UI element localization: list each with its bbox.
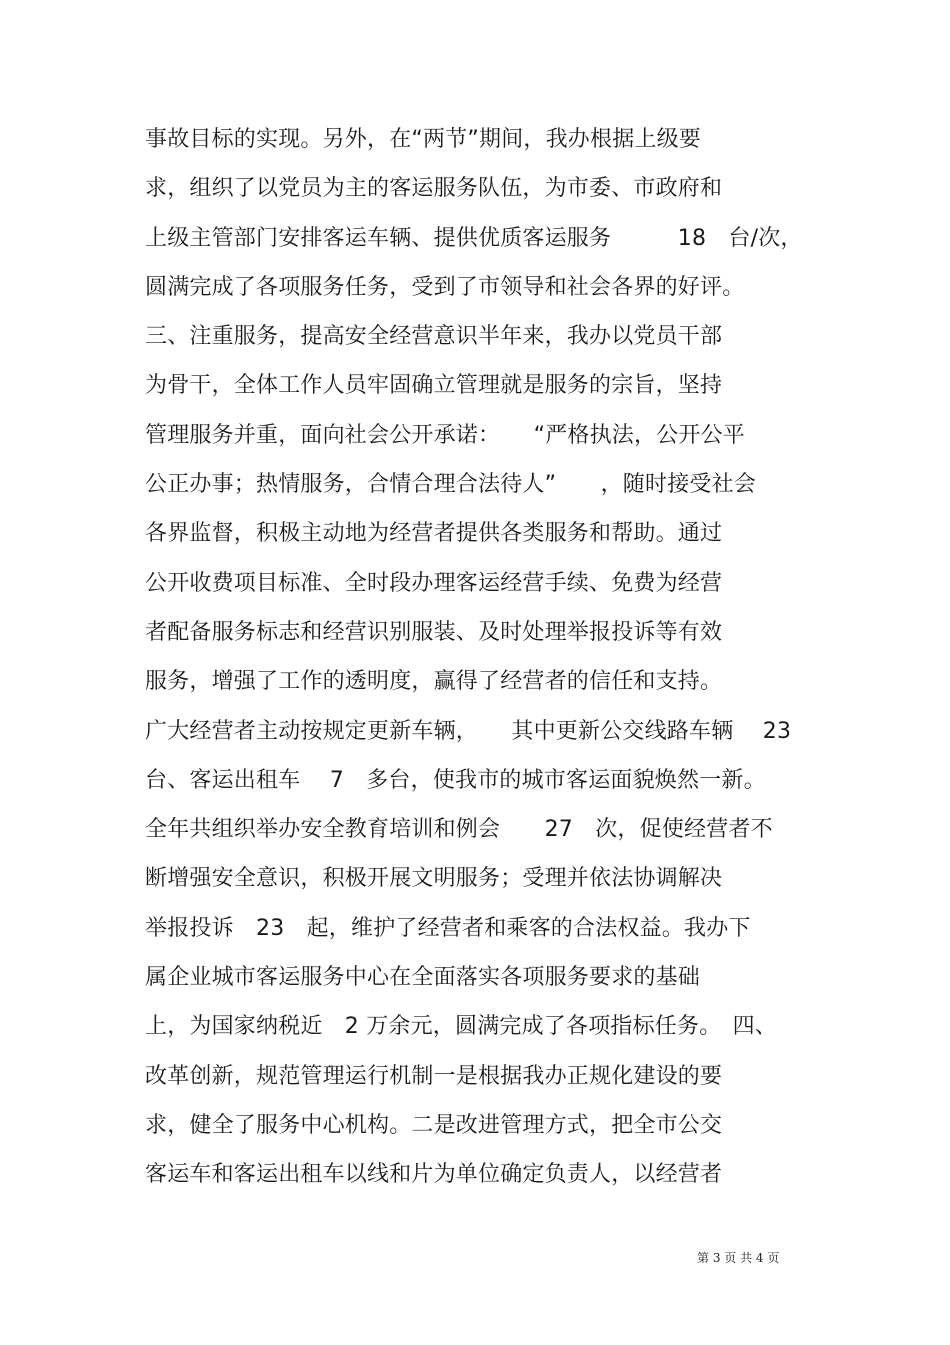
text-line: 上级主管部门安排客运车辆、提供优质客运服务 18 台/次，: [145, 225, 803, 251]
text-line: 断增强安全意识，积极开展文明服务；受理并依法协调解决: [145, 866, 723, 892]
text-line: 广大经营者主动按规定更新车辆， 其中更新公交线路车辆 23: [145, 718, 792, 744]
text-line: 管理服务并重，面向社会公开承诺： “严格执法，公开公平: [145, 422, 745, 448]
text-line: 上，为国家纳税近 2 万余元，圆满完成了各项指标任务。 四、: [145, 1014, 777, 1040]
page-number-footer: 第 3 页 共 4 页: [697, 1251, 780, 1265]
text-line: 属企业城市客运服务中心在全面落实各项服务要求的基础: [145, 965, 701, 991]
text-line: 各界监督，积极主动地为经营者提供各类服务和帮助。通过: [145, 521, 723, 547]
text-line: 客运车和客运出租车以线和片为单位确定负责人，以经营者: [145, 1162, 723, 1188]
text-line: 求，健全了服务中心机构。二是改进管理方式，把全市公交: [145, 1112, 723, 1138]
document-body: [145, 120, 825, 1205]
text-line: 者配备服务标志和经营识别服装、及时处理举报投诉等有效: [145, 619, 723, 645]
text-line: 圆满完成了各项服务任务，受到了市领导和社会各界的好评。: [145, 274, 745, 300]
text-line: 为骨干，全体工作人员牢固确立管理就是服务的宗旨，坚持: [145, 373, 723, 399]
text-line: 公开收费项目标准、全时段办理客运经营手续、免费为经营: [145, 570, 723, 596]
text-line: 服务，增强了工作的透明度，赢得了经营者的信任和支持。: [145, 669, 723, 695]
text-line: 台、客运出租车 7 多台，使我市的城市客运面貌焕然一新。: [145, 767, 766, 793]
text-line: 三、注重服务，提高安全经营意识半年来，我办以党员干部: [145, 324, 723, 350]
text-line: 全年共组织举办安全教育培训和例会 27 次，促使经营者不: [145, 817, 773, 843]
text-line: 公正办事；热情服务，合情合理合法待人” ，随时接受社会: [145, 472, 756, 498]
text-line: 求，组织了以党员为主的客运服务队伍，为市委、市政府和: [145, 176, 723, 202]
text-line: 改革创新，规范管理运行机制一是根据我办正规化建设的要: [145, 1063, 723, 1089]
text-line: 举报投诉 23 起，维护了经营者和乘客的合法权益。我办下: [145, 915, 751, 941]
text-line: 事故目标的实现。另外，在“两节”期间，我办根据上级要: [145, 127, 701, 152]
